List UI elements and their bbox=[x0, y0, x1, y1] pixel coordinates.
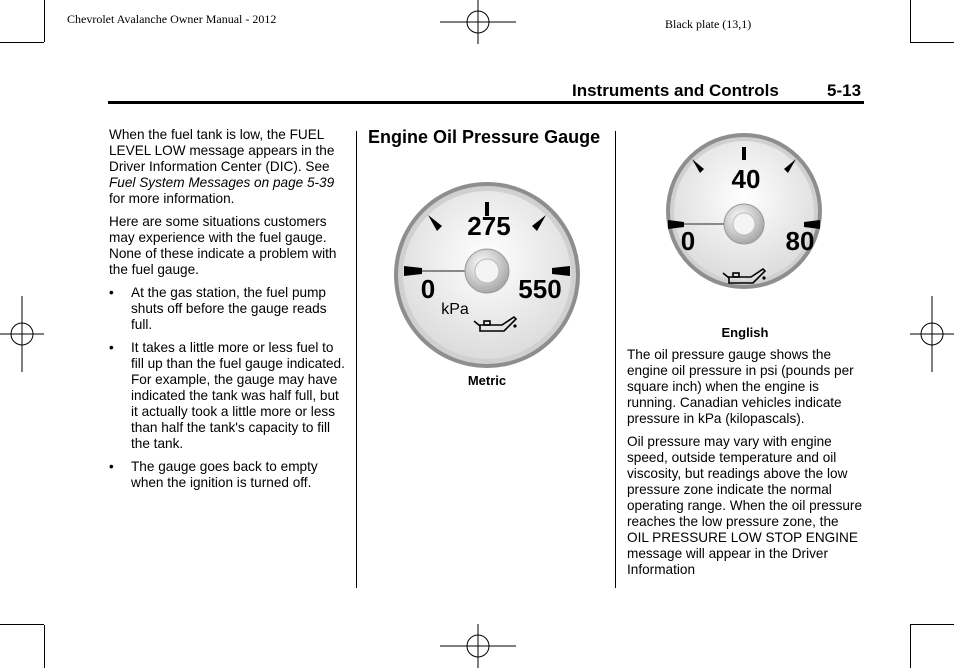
column-divider bbox=[356, 131, 357, 588]
section-title: Instruments and Controls bbox=[572, 81, 779, 100]
column-divider bbox=[615, 131, 616, 588]
gauge-label-mid: 275 bbox=[467, 211, 511, 241]
paragraph bbox=[109, 127, 349, 207]
gauge-label-mid: 40 bbox=[731, 164, 761, 194]
list-item bbox=[109, 285, 349, 333]
figure-caption-english: English bbox=[721, 325, 769, 340]
registration-mark bbox=[910, 296, 954, 372]
crop-mark bbox=[44, 0, 45, 42]
crop-mark bbox=[910, 624, 954, 625]
column-3 bbox=[627, 347, 863, 585]
crop-mark bbox=[910, 625, 911, 668]
column-1 bbox=[109, 127, 349, 498]
bullet-icon: • bbox=[109, 340, 114, 355]
english-oil-pressure-gauge bbox=[651, 131, 841, 291]
list-item bbox=[109, 340, 349, 452]
registration-mark bbox=[0, 296, 44, 372]
list-item-text: At the gas station, the fuel pump shuts off before the gauge reads full. bbox=[131, 285, 327, 332]
print-header-plate: Black plate (13,1) bbox=[665, 17, 752, 31]
bullet-icon: • bbox=[109, 459, 114, 474]
list-item-text: The gauge goes back to empty when the ignition is turned off. bbox=[131, 459, 318, 490]
crop-mark bbox=[0, 624, 44, 625]
page-number: 5-13 bbox=[827, 81, 862, 100]
print-header-title: Chevrolet Avalanche Owner Manual - 2012 bbox=[67, 12, 277, 26]
section-heading: Engine Oil Pressure Gauge bbox=[368, 127, 601, 147]
bullet-list bbox=[109, 285, 349, 491]
paragraph: The oil pressure gauge shows the engine oil pressure in psi (pounds per square inch) when the engine is running. Canadian vehicles indicate pressure in kPa (kilopascals). bbox=[627, 347, 854, 426]
registration-mark bbox=[440, 624, 516, 668]
gauge-label-min: 0 bbox=[680, 226, 696, 256]
paragraph: Here are some situations customers may experience with the fuel gauge. None of these indicate a problem with the fuel gauge. bbox=[109, 214, 337, 277]
metric-oil-pressure-gauge bbox=[392, 180, 582, 370]
gauge-label-max: 550 bbox=[518, 274, 562, 304]
list-item bbox=[109, 459, 349, 491]
crop-mark bbox=[44, 625, 45, 668]
paragraph-text: for more information. bbox=[109, 191, 235, 206]
crop-mark bbox=[910, 0, 911, 42]
gauge-label-min: 0 bbox=[420, 274, 436, 304]
gauge-label-max: 80 bbox=[785, 226, 815, 256]
crop-mark bbox=[0, 42, 44, 43]
column-2 bbox=[368, 127, 608, 148]
gauge-unit-label: kPa bbox=[441, 301, 469, 318]
crop-mark bbox=[910, 42, 954, 43]
header-rule bbox=[108, 101, 864, 104]
registration-mark bbox=[440, 0, 516, 44]
cross-reference-link[interactable]: Fuel System Messages on page 5-39 bbox=[109, 175, 335, 190]
bullet-icon: • bbox=[109, 285, 114, 300]
paragraph-text: When the fuel tank is low, the FUEL LEVEL LOW message appears in the Driver Information Center (DIC). See bbox=[109, 127, 335, 174]
figure-caption-metric: Metric bbox=[467, 373, 507, 388]
list-item-text: It takes a little more or less fuel to fill up than the fuel gauge indicated. For example, the gauge may have indicated the tank was half full, but it actually took a little more or less than half the tank's capacity to fill the tank. bbox=[131, 340, 345, 451]
paragraph: Oil pressure may vary with engine speed, outside temperature and oil viscosity, but readings above the low pressure zone indicate the normal operating range. When the oil pressure reaches the low pressure zone, the OIL PRESSURE LOW STOP ENGINE message will appear in the Driver Information bbox=[627, 434, 863, 577]
